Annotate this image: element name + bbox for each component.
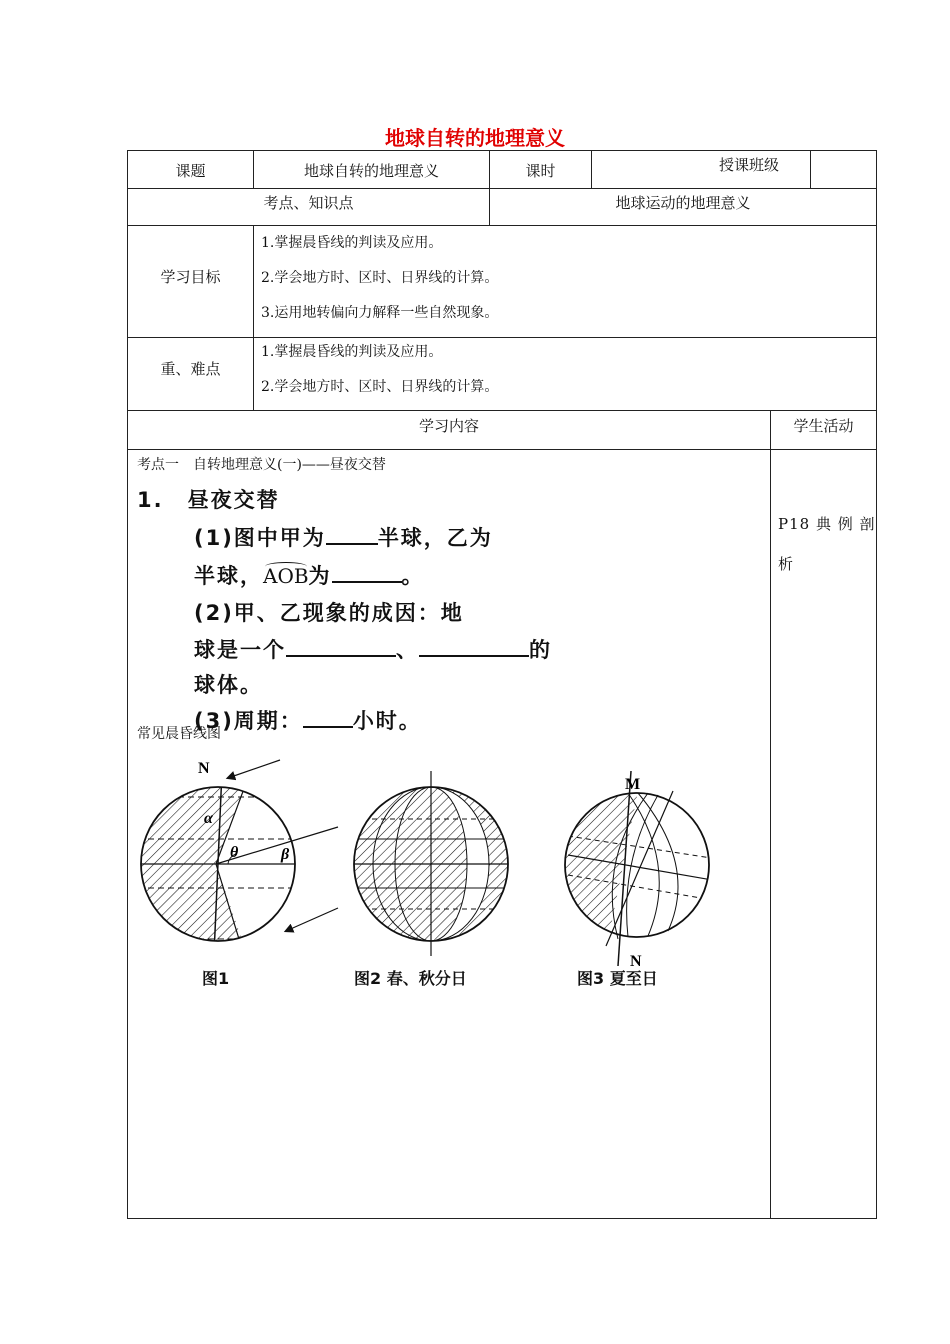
- answer-blank[interactable]: [332, 563, 402, 583]
- objective-item: 3.运用地转偏向力解释一些自然现象。: [261, 305, 499, 321]
- lesson-plan-table: [127, 150, 877, 1219]
- difficulty-item: 1.掌握晨昏线的判读及应用。: [261, 344, 443, 360]
- activity-note: 析: [778, 555, 794, 573]
- n-label: N: [198, 760, 210, 777]
- figure-1-caption: 图1: [202, 969, 230, 988]
- activity-note: P18 典 例 剖: [778, 515, 876, 533]
- arc-aob: AOB: [263, 564, 309, 588]
- n-label: N: [630, 953, 642, 970]
- figure-1: [128, 751, 308, 1001]
- content-header: 学习内容: [418, 417, 479, 435]
- terminator-figures: [128, 751, 770, 1001]
- question-heading: 1. 昼夜交替: [137, 488, 280, 512]
- topic-label: 课题: [175, 162, 206, 180]
- answer-blank[interactable]: [286, 637, 396, 657]
- objective-item: 1.掌握晨昏线的判读及应用。: [261, 235, 443, 251]
- question-line-3: (2)甲、乙现象的成因：地: [194, 601, 464, 625]
- objective-item: 2.学会地方时、区时、日界线的计算。: [261, 270, 499, 286]
- difficulties-label: 重、难点: [160, 360, 221, 378]
- question-line-2: 半球，AOB为 。: [194, 564, 425, 588]
- question-line-6: (3)周期： 小时。: [194, 709, 422, 733]
- objectives-label: 学习目标: [160, 268, 221, 286]
- hours-label: 课时: [525, 162, 556, 180]
- answer-blank[interactable]: [419, 637, 529, 657]
- beta-label: β: [281, 846, 290, 863]
- answer-blank[interactable]: [326, 525, 378, 545]
- figure-2-caption: 图2 春、秋分日: [354, 969, 467, 988]
- knowledge-point-value: 地球运动的地理意义: [615, 194, 751, 212]
- topic-value: 地球自转的地理意义: [303, 162, 439, 180]
- figure-3-caption: 图3 夏至日: [577, 969, 658, 988]
- m-label: M: [625, 776, 641, 793]
- question-line-5: 球体。: [194, 673, 263, 697]
- difficulty-item: 2.学会地方时、区时、日界线的计算。: [261, 379, 499, 395]
- answer-blank[interactable]: [303, 708, 353, 728]
- knowledge-point-label: 考点、知识点: [263, 194, 354, 212]
- alpha-label: α: [204, 810, 213, 827]
- theta-label: θ: [230, 844, 239, 861]
- section-heading: 考点一 自转地理意义(一)——昼夜交替: [137, 457, 386, 473]
- page-title: 地球自转的地理意义: [385, 126, 565, 150]
- question-line-1: (1)图中甲为 半球，乙为: [194, 526, 493, 550]
- figures-caption: 常见晨昏线图: [137, 726, 221, 742]
- class-label: 授课班级: [718, 156, 779, 174]
- question-line-4: 球是一个 、 的: [194, 638, 552, 662]
- activity-header: 学生活动: [793, 417, 854, 435]
